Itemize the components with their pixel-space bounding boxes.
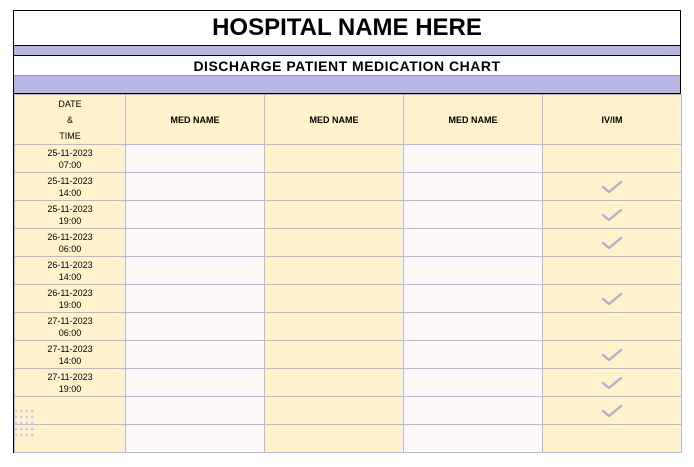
med-cell-3[interactable] bbox=[404, 425, 543, 453]
med-cell-1[interactable] bbox=[126, 285, 265, 313]
med-name-header-3: MED NAME bbox=[404, 95, 543, 145]
medication-table bbox=[14, 94, 682, 453]
header-band-lower bbox=[14, 76, 680, 94]
date-time-cell bbox=[15, 229, 126, 257]
row-date: 26-11-2023 bbox=[47, 231, 93, 242]
med-cell-2[interactable] bbox=[265, 173, 404, 201]
date-time-cell bbox=[15, 369, 126, 397]
med-cell-1[interactable] bbox=[126, 145, 265, 173]
row-date: 27-11-2023 bbox=[47, 315, 93, 326]
med-cell-3[interactable] bbox=[404, 173, 543, 201]
med-cell-2[interactable] bbox=[265, 145, 404, 173]
row-time: 14:00 bbox=[58, 187, 82, 198]
row-date: 25-11-2023 bbox=[47, 175, 93, 186]
iv-im-cell[interactable] bbox=[543, 201, 682, 229]
med-cell-1[interactable] bbox=[126, 341, 265, 369]
row-date: 25-11-2023 bbox=[47, 203, 93, 214]
table-row bbox=[15, 285, 682, 313]
row-date: 25-11-2023 bbox=[47, 147, 93, 158]
table-row bbox=[15, 369, 682, 397]
med-name-header-1: MED NAME bbox=[126, 95, 265, 145]
iv-im-cell[interactable] bbox=[543, 397, 682, 425]
med-cell-2[interactable] bbox=[265, 313, 404, 341]
date-time-cell bbox=[15, 341, 126, 369]
med-cell-3[interactable] bbox=[404, 257, 543, 285]
iv-im-cell[interactable] bbox=[543, 425, 682, 453]
med-cell-1[interactable] bbox=[126, 173, 265, 201]
table-row bbox=[15, 257, 682, 285]
med-cell-2[interactable] bbox=[265, 341, 404, 369]
and-header-label: & bbox=[66, 114, 73, 125]
row-time: 06:00 bbox=[58, 243, 82, 254]
date-time-cell bbox=[15, 173, 126, 201]
hospital-name: HOSPITAL NAME HERE bbox=[14, 11, 680, 46]
table-row bbox=[15, 341, 682, 369]
date-time-cell bbox=[15, 145, 126, 173]
iv-im-cell[interactable] bbox=[543, 229, 682, 257]
med-cell-3[interactable] bbox=[404, 201, 543, 229]
med-cell-2[interactable] bbox=[265, 285, 404, 313]
med-cell-1[interactable] bbox=[126, 425, 265, 453]
table-row bbox=[15, 425, 682, 453]
time-header-label: TIME bbox=[59, 130, 81, 141]
med-cell-2[interactable] bbox=[265, 229, 404, 257]
date-time-cell bbox=[15, 201, 126, 229]
date-time-cell bbox=[15, 313, 126, 341]
table-row bbox=[15, 145, 682, 173]
row-time: 07:00 bbox=[58, 159, 82, 170]
med-cell-3[interactable] bbox=[404, 341, 543, 369]
row-time: 06:00 bbox=[58, 327, 82, 338]
med-cell-2[interactable] bbox=[265, 201, 404, 229]
iv-im-cell[interactable] bbox=[543, 285, 682, 313]
iv-im-cell[interactable] bbox=[543, 341, 682, 369]
med-cell-1[interactable] bbox=[126, 369, 265, 397]
date-time-cell bbox=[15, 257, 126, 285]
table-row bbox=[15, 397, 682, 425]
med-name-header-2: MED NAME bbox=[265, 95, 404, 145]
med-cell-1[interactable] bbox=[126, 201, 265, 229]
med-cell-2[interactable] bbox=[265, 257, 404, 285]
checkmark-icon bbox=[543, 180, 681, 194]
row-date: 26-11-2023 bbox=[47, 287, 93, 298]
iv-im-cell[interactable] bbox=[543, 173, 682, 201]
iv-im-cell[interactable] bbox=[543, 257, 682, 285]
header-band bbox=[14, 46, 680, 56]
table-header-row bbox=[15, 95, 682, 145]
row-time: 19:00 bbox=[58, 215, 82, 226]
row-time: 14:00 bbox=[58, 355, 82, 366]
med-cell-1[interactable] bbox=[126, 229, 265, 257]
med-cell-2[interactable] bbox=[265, 397, 404, 425]
checkmark-icon bbox=[543, 236, 681, 250]
table-row bbox=[15, 313, 682, 341]
med-cell-1[interactable] bbox=[126, 313, 265, 341]
date-header-label: DATE bbox=[58, 98, 82, 109]
checkmark-icon bbox=[543, 292, 681, 306]
table-row bbox=[15, 173, 682, 201]
checkmark-icon bbox=[543, 348, 681, 362]
med-cell-3[interactable] bbox=[404, 313, 543, 341]
iv-im-cell[interactable] bbox=[543, 313, 682, 341]
row-time: 14:00 bbox=[58, 271, 82, 282]
checkmark-icon bbox=[543, 208, 681, 222]
row-date: 27-11-2023 bbox=[47, 371, 93, 382]
iv-im-header: IV/IM bbox=[543, 95, 682, 145]
medication-chart-sheet bbox=[13, 10, 681, 453]
checkmark-icon bbox=[543, 376, 681, 390]
med-cell-3[interactable] bbox=[404, 369, 543, 397]
med-cell-3[interactable] bbox=[404, 285, 543, 313]
med-cell-1[interactable] bbox=[126, 397, 265, 425]
dot-grid-icon bbox=[13, 408, 35, 440]
row-time: 19:00 bbox=[58, 299, 82, 310]
med-cell-2[interactable] bbox=[265, 369, 404, 397]
med-cell-2[interactable] bbox=[265, 425, 404, 453]
date-time-cell bbox=[15, 285, 126, 313]
table-row bbox=[15, 229, 682, 257]
checkmark-icon bbox=[543, 404, 681, 418]
med-cell-3[interactable] bbox=[404, 397, 543, 425]
med-cell-1[interactable] bbox=[126, 257, 265, 285]
iv-im-cell[interactable] bbox=[543, 145, 682, 173]
chart-title: DISCHARGE PATIENT MEDICATION CHART bbox=[14, 56, 680, 76]
table-row bbox=[15, 201, 682, 229]
iv-im-cell[interactable] bbox=[543, 369, 682, 397]
med-cell-3[interactable] bbox=[404, 229, 543, 257]
med-cell-3[interactable] bbox=[404, 145, 543, 173]
row-time: 19:00 bbox=[58, 383, 82, 394]
date-time-header bbox=[15, 95, 126, 145]
row-date: 27-11-2023 bbox=[47, 343, 93, 354]
row-date: 26-11-2023 bbox=[47, 259, 93, 270]
